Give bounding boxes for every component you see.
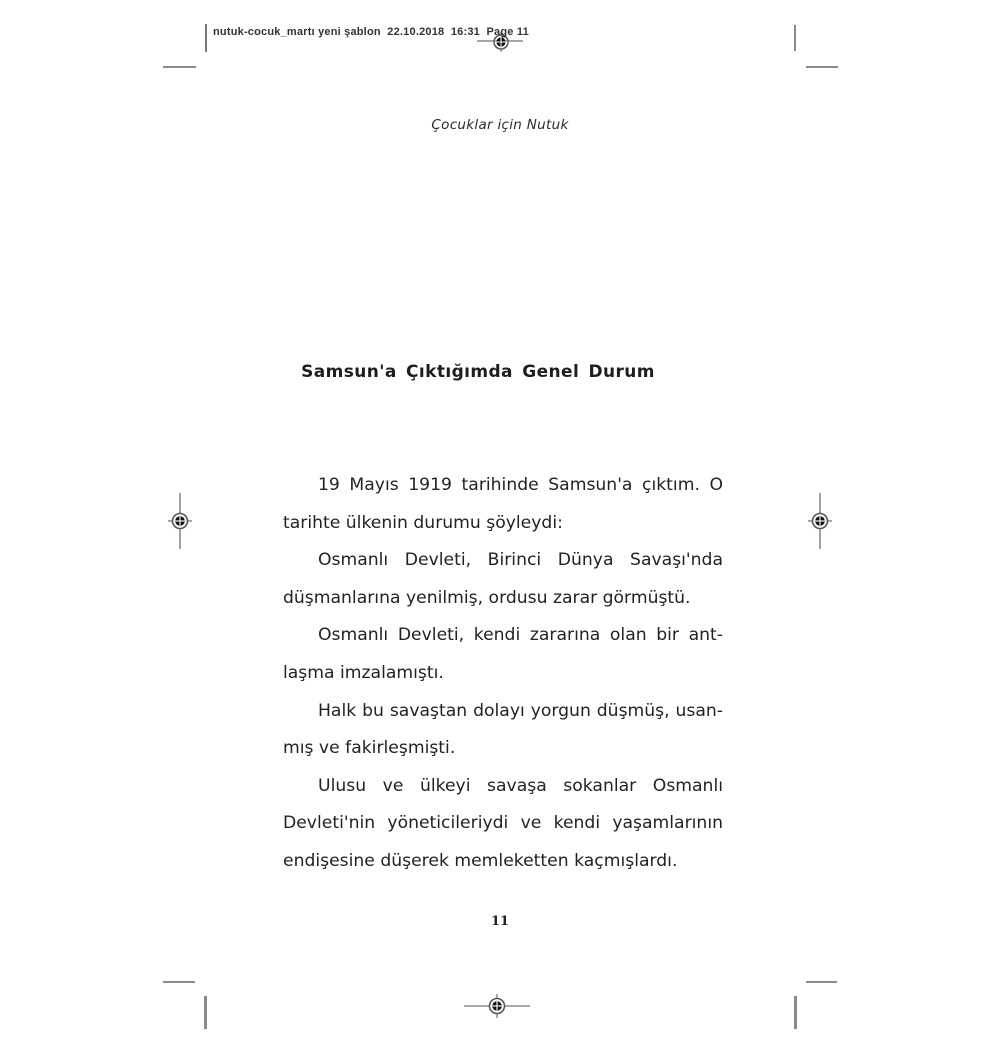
text-line: mış ve fakirleşmişti.	[283, 738, 456, 759]
print-slug: nutuk-cocuk_martı yeni şablon 22.10.2018 16:31 Page 11	[213, 26, 529, 38]
page-number: 11	[490, 914, 510, 929]
crop-mark-bottom-right-horizontal	[806, 981, 837, 983]
text-line: 19 Mayıs 1919 tarihinde Samsun'a çıktım. O	[318, 475, 723, 495]
registration-mark-icon	[158, 492, 202, 554]
paragraph	[283, 693, 723, 768]
text-line: Osmanlı Devleti, Birinci Dünya Savaşı'nda	[318, 550, 723, 571]
paragraph	[283, 768, 723, 881]
text-line: laşma imzalamıştı.	[283, 662, 444, 683]
body-text	[283, 467, 723, 881]
text-line: Ulusu ve ülkeyi savaşa sokanlar Osmanlı	[318, 775, 723, 796]
section-title: Samsun'a Çıktığımda Genel Durum	[301, 362, 655, 382]
crop-mark-top-left-horizontal	[163, 66, 196, 68]
crop-mark-bottom-left-horizontal	[163, 981, 195, 983]
paragraph	[283, 617, 723, 692]
text-line: endişesine düşerek memleketten kaçmışlardı.	[283, 850, 678, 871]
crop-mark-top-right-vertical	[794, 25, 796, 51]
crop-mark-top-right-horizontal	[806, 66, 838, 68]
paragraph	[283, 467, 723, 542]
text-line: düşmanlarına yenilmiş, ordusu zarar görmüştü.	[283, 587, 691, 608]
crop-mark-bottom-right-vertical	[794, 996, 797, 1029]
crop-mark-bottom-left-vertical	[204, 996, 207, 1029]
paragraph	[283, 542, 723, 617]
text-line: Osmanlı Devleti, kendi zararına olan bir ant-	[318, 625, 723, 646]
text-line: Halk bu savaştan dolayı yorgun düşmüş, usan-	[318, 700, 723, 721]
running-header: Çocuklar için Nutuk	[431, 117, 569, 133]
registration-mark-icon	[462, 984, 532, 1032]
crop-mark-top-left-vertical	[205, 24, 207, 52]
registration-mark-icon	[798, 492, 842, 554]
text-line: Devleti'nin yöneticileriydi ve kendi yaşamlarının	[283, 813, 723, 834]
text-line: tarihte ülkenin durumu şöyleydi:	[283, 512, 563, 533]
